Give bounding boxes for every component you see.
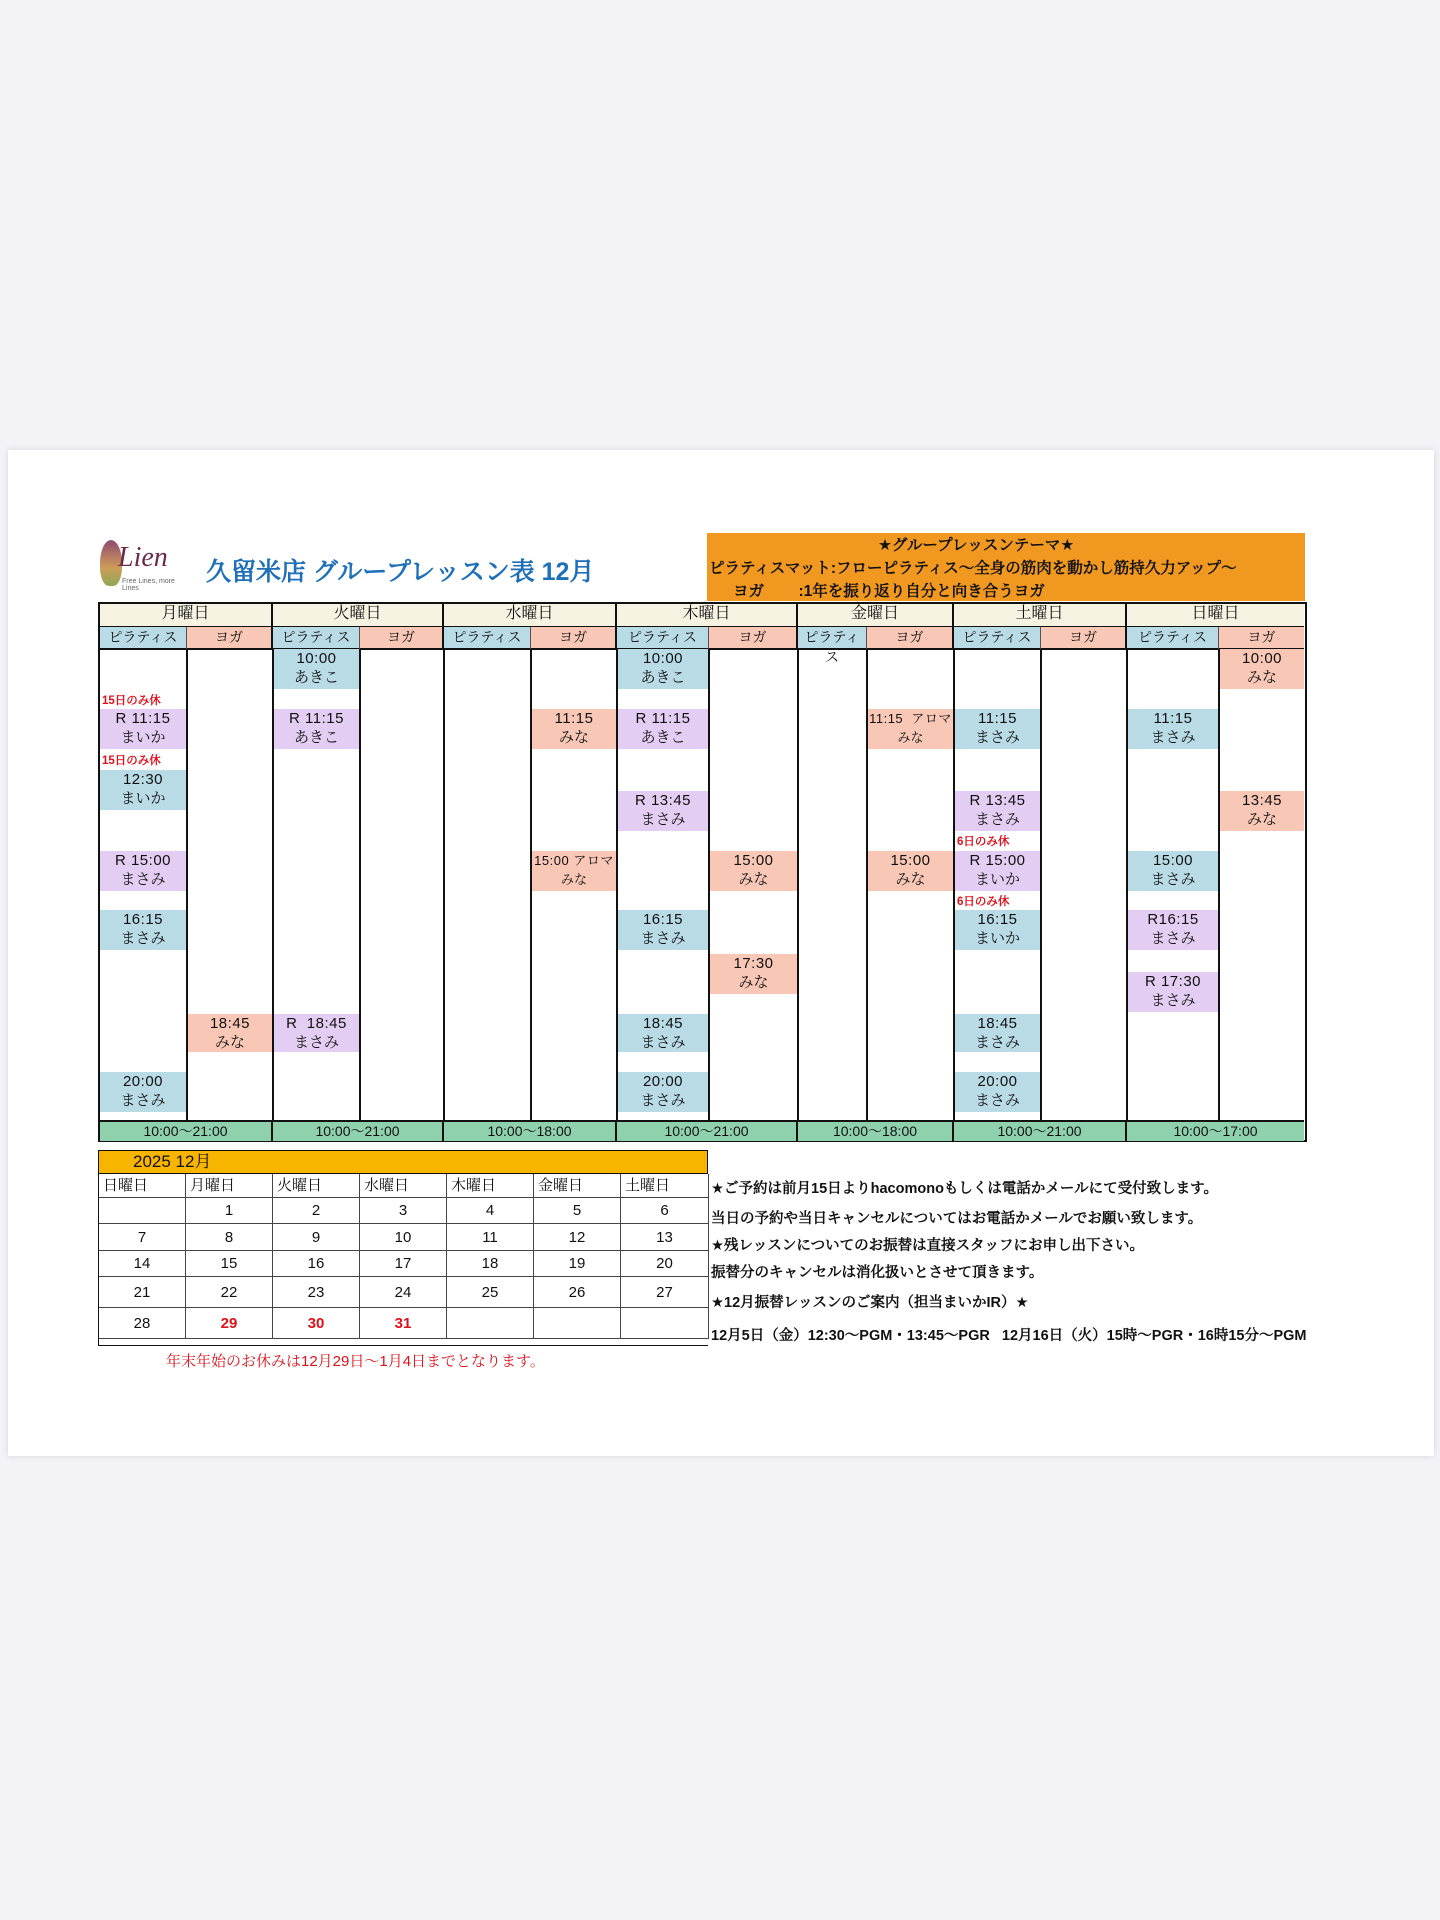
info-makeup-heading: ★12月振替レッスンのご案内（担当まいかIR）★: [711, 1295, 1029, 1311]
calendar-day: 23: [273, 1277, 360, 1308]
lesson-slot[interactable]: R 11:15 まいか: [100, 709, 186, 749]
calendar-day: 9: [273, 1224, 360, 1251]
lesson-slot[interactable]: 11:15 まさみ: [1128, 709, 1218, 749]
lesson-slot[interactable]: 20:00 まさみ: [955, 1072, 1040, 1112]
lesson-slot[interactable]: 15:00 まさみ: [1128, 851, 1218, 891]
calendar-day: 26: [534, 1277, 621, 1308]
calendar-day: 3: [360, 1198, 447, 1224]
calendar-weekday: 火曜日: [273, 1174, 360, 1198]
lesson-slot[interactable]: R 11:15 あきこ: [274, 709, 359, 749]
calendar-day: 29: [186, 1308, 273, 1339]
holiday-note: 年末年始のお休みは12月29日～1月4日までとなります。: [166, 1353, 545, 1370]
info-cancellation: 当日の予約や当日キャンセルについてはお電話かメールでお願い致します。: [711, 1211, 1203, 1227]
calendar-day: 13: [621, 1224, 709, 1251]
lesson-slot[interactable]: 16:15 まさみ: [618, 910, 708, 950]
calendar-day: 4: [447, 1198, 534, 1224]
subheader-pilates: ピラティス: [100, 627, 187, 650]
business-hours-thu: 10:00～21:00: [617, 1120, 798, 1141]
lesson-slot[interactable]: 15:00 みな: [710, 851, 797, 891]
business-hours-wed: 10:00～18:00: [444, 1120, 617, 1141]
weekly-schedule-grid: [98, 602, 1307, 1142]
subheader-yoga: ヨガ: [1219, 627, 1304, 650]
calendar-day: 27: [621, 1277, 709, 1308]
lesson-slot[interactable]: 10:00 みな: [1220, 649, 1304, 689]
calendar-heading: 2025 12月: [98, 1150, 708, 1174]
subheader-pilates: ピラティス: [954, 627, 1041, 650]
info-transfer-cancel: 振替分のキャンセルは消化扱いとさせて頂きます。: [711, 1265, 1044, 1281]
subheader-yoga: ヨガ: [1041, 627, 1127, 650]
lesson-slot[interactable]: 15:00 アロマ みな: [532, 851, 616, 891]
calendar-day: 18: [447, 1251, 534, 1277]
theme-heading: ★グループレッスンテーマ★: [878, 537, 1075, 554]
lesson-slot[interactable]: 17:30 みな: [710, 954, 797, 994]
day-header-sun: 日曜日: [1127, 604, 1304, 627]
lesson-slot[interactable]: 10:00 あきこ: [274, 649, 359, 689]
december-calendar: [98, 1150, 708, 1346]
day-header-thu: 木曜日: [617, 604, 798, 627]
lesson-slot[interactable]: R16:15 まさみ: [1128, 910, 1218, 950]
theme-yoga: ヨガ :1年を振り返り自分と向き合うヨガ: [733, 583, 1045, 600]
lesson-slot[interactable]: 10:00 あきこ: [618, 649, 708, 689]
calendar-day: 10: [360, 1224, 447, 1251]
lesson-slot[interactable]: 16:15 まいか: [955, 910, 1040, 950]
lesson-slot[interactable]: R 18:45 まさみ: [274, 1014, 359, 1052]
day-header-tue: 火曜日: [273, 604, 444, 627]
calendar-day: 22: [186, 1277, 273, 1308]
calendar-weekday: 水曜日: [360, 1174, 447, 1198]
closure-note: 15日のみ休: [102, 695, 161, 707]
calendar-day: 2: [273, 1198, 360, 1224]
day-header-mon: 月曜日: [100, 604, 273, 627]
theme-pilates: ピラティスマット:フローピラティス～全身の筋肉を動かし筋持久力アップ～: [709, 560, 1237, 577]
subheader-pilates: ピラティス: [273, 627, 360, 650]
logo-text: Lien: [118, 542, 168, 573]
calendar-day: 11: [447, 1224, 534, 1251]
subheader-yoga: ヨガ: [187, 627, 273, 650]
calendar-day: 28: [99, 1308, 186, 1339]
calendar-day: 25: [447, 1277, 534, 1308]
calendar-day: 19: [534, 1251, 621, 1277]
lesson-slot[interactable]: R 15:00 まいか: [955, 851, 1040, 891]
day-header-wed: 水曜日: [444, 604, 617, 627]
day-header-sat: 土曜日: [954, 604, 1127, 627]
subheader-pilates: ピラティス: [1127, 627, 1219, 650]
calendar-weekday: 土曜日: [621, 1174, 709, 1198]
calendar-weekday: 月曜日: [186, 1174, 273, 1198]
lesson-slot[interactable]: 12:30 まいか: [100, 770, 186, 810]
info-reservation: ★ご予約は前月15日よりhacomonoもしくは電話かメールにて受付致します。: [711, 1181, 1218, 1197]
business-hours-sun: 10:00～17:00: [1127, 1120, 1304, 1141]
lesson-slot[interactable]: 20:00 まさみ: [618, 1072, 708, 1112]
lesson-slot[interactable]: R 17:30 まさみ: [1128, 972, 1218, 1012]
calendar-day: [621, 1308, 709, 1339]
calendar-day: 20: [621, 1251, 709, 1277]
lesson-slot[interactable]: 11:15 アロマ みな: [868, 709, 953, 749]
lesson-slot[interactable]: 20:00 まさみ: [100, 1072, 186, 1112]
calendar-day: 14: [99, 1251, 186, 1277]
calendar-day: 7: [99, 1224, 186, 1251]
calendar-weekday: 木曜日: [447, 1174, 534, 1198]
lesson-slot[interactable]: 11:15 まさみ: [955, 709, 1040, 749]
calendar-day: 5: [534, 1198, 621, 1224]
subheader-pilates: ピラティス: [617, 627, 709, 650]
calendar-weekday: 日曜日: [99, 1174, 186, 1198]
calendar-day: 24: [360, 1277, 447, 1308]
calendar-day: 30: [273, 1308, 360, 1339]
calendar-day: 12: [534, 1224, 621, 1251]
calendar-day: 1: [186, 1198, 273, 1224]
subheader-yoga: ヨガ: [867, 627, 954, 650]
lesson-slot[interactable]: R 13:45 まさみ: [618, 791, 708, 831]
closure-note: 6日のみ休: [957, 896, 1010, 908]
lesson-slot[interactable]: 18:45 まさみ: [618, 1014, 708, 1052]
logo-subtext: Free Lines, more Lines: [122, 578, 175, 592]
subheader-yoga: ヨガ: [709, 627, 798, 650]
calendar-day: [447, 1308, 534, 1339]
calendar-day: 21: [99, 1277, 186, 1308]
lesson-slot[interactable]: R 15:00 まさみ: [100, 851, 186, 891]
lesson-slot[interactable]: 13:45 みな: [1220, 791, 1304, 831]
info-makeup-schedule: 12月5日（金）12:30～PGM・13:45～PGR 12月16日（火）15時～PGR・16時15分～PGM: [711, 1328, 1307, 1344]
lien-logo: [98, 538, 188, 592]
calendar-weekday: 金曜日: [534, 1174, 621, 1198]
calendar-day: 17: [360, 1251, 447, 1277]
calendar-day: [534, 1308, 621, 1339]
lesson-slot[interactable]: R 11:15 あきこ: [618, 709, 708, 749]
business-hours-sat: 10:00～21:00: [954, 1120, 1127, 1141]
calendar-day: 8: [186, 1224, 273, 1251]
lesson-slot[interactable]: 15:00 みな: [868, 851, 953, 891]
lesson-slot[interactable]: 11:15 みな: [532, 709, 616, 749]
subheader-pilates: ピラティス: [444, 627, 531, 650]
lesson-slot[interactable]: 18:45 みな: [188, 1014, 272, 1052]
subheader-pilates: ピラティス: [798, 627, 867, 650]
business-hours-fri: 10:00～18:00: [798, 1120, 954, 1141]
lesson-theme-box: [707, 533, 1305, 601]
day-header-fri: 金曜日: [798, 604, 954, 627]
info-transfer: ★残レッスンについてのお振替は直接スタッフにお申し出下さい。: [711, 1238, 1145, 1254]
subheader-yoga: ヨガ: [360, 627, 444, 650]
business-hours-mon: 10:00～21:00: [100, 1120, 273, 1141]
calendar-day: 15: [186, 1251, 273, 1277]
calendar-day: 16: [273, 1251, 360, 1277]
calendar-day: [99, 1198, 186, 1224]
calendar-day: 6: [621, 1198, 709, 1224]
lesson-slot[interactable]: 18:45 まさみ: [955, 1014, 1040, 1052]
closure-note: 6日のみ休: [957, 836, 1010, 848]
page-title: 久留米店 グループレッスン表 12月: [206, 558, 595, 586]
business-hours-tue: 10:00～21:00: [273, 1120, 444, 1141]
lesson-slot[interactable]: 16:15 まさみ: [100, 910, 186, 950]
calendar-day: 31: [360, 1308, 447, 1339]
calendar-body: [98, 1174, 708, 1346]
lesson-slot[interactable]: R 13:45 まさみ: [955, 791, 1040, 831]
subheader-yoga: ヨガ: [531, 627, 617, 650]
closure-note: 15日のみ休: [102, 755, 161, 767]
